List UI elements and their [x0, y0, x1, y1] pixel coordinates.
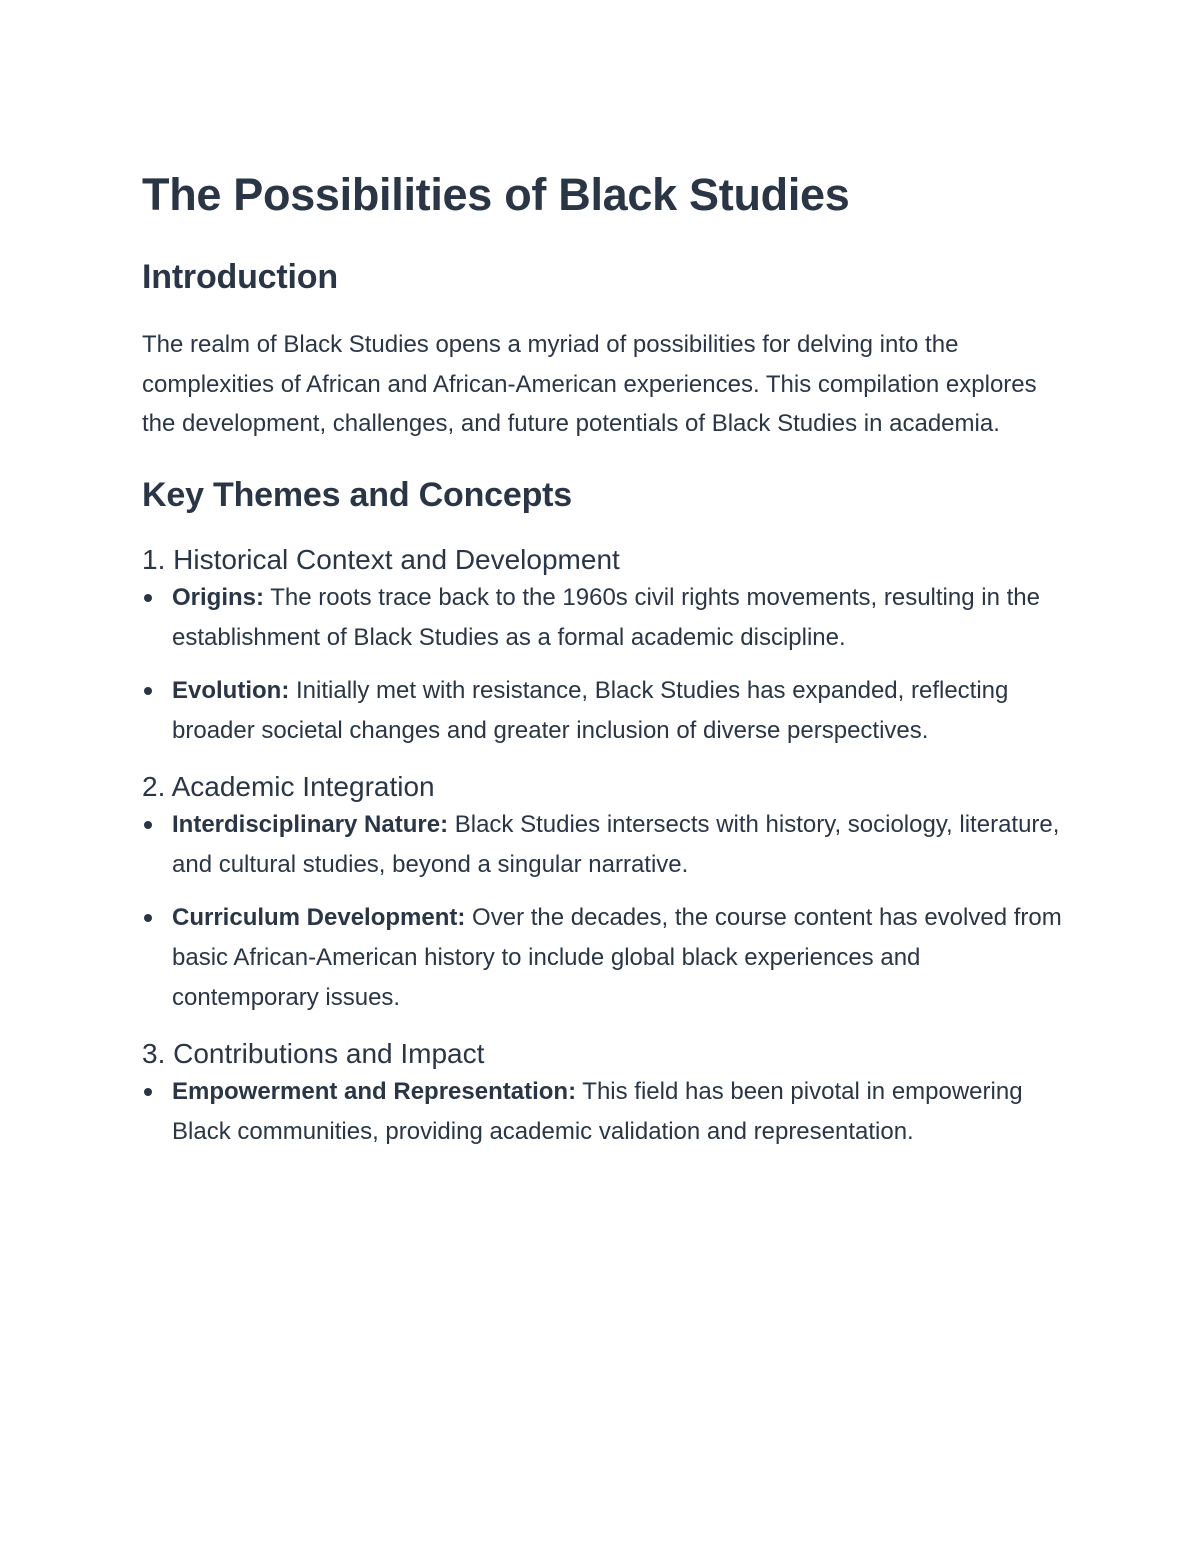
- list-item: [142, 898, 1062, 1018]
- item-text: The roots trace back to the 1960s civil rights movements, resulting in the establishment of Black Studies as a formal academic discipline.: [172, 583, 1040, 651]
- list-item: [142, 578, 1062, 658]
- section-heading-contributions-impact: 3. Contributions and Impact: [142, 1037, 485, 1069]
- key-themes-heading: Key Themes and Concepts: [142, 475, 572, 514]
- list-item: [142, 671, 1062, 751]
- item-label: Origins:: [172, 583, 265, 611]
- item-label: Empowerment and Representation:: [172, 1077, 577, 1105]
- bullet-icon: [144, 687, 152, 695]
- bullet-icon: [144, 821, 152, 829]
- list-item: [142, 805, 1062, 885]
- section-heading-academic-integration: 2. Academic Integration: [142, 770, 435, 802]
- contributions-impact-list: [142, 1072, 1062, 1152]
- historical-context-list: [142, 578, 1062, 751]
- item-label: Curriculum Development:: [172, 903, 466, 931]
- item-label: Evolution:: [172, 676, 290, 704]
- bullet-icon: [144, 594, 152, 602]
- item-text: Initially met with resistance, Black Studies has expanded, reflecting broader societal changes and greater inclusion of diverse perspectives.: [172, 676, 1009, 744]
- academic-integration-list: [142, 805, 1062, 1018]
- item-text: Black Studies intersects with history, sociology, literature, and cultural studies, beyond a singular narrative.: [172, 810, 1060, 878]
- introduction-heading: Introduction: [142, 258, 338, 296]
- introduction-paragraph: The realm of Black Studies opens a myriad of possibilities for delving into the complexities of African and African-American experiences. This compilation explores the development, challenges, and future potentials of Black Studies in academia.: [142, 331, 1037, 437]
- item-label: Interdisciplinary Nature:: [172, 810, 449, 838]
- document-page: [142, 168, 1062, 1152]
- list-item: [142, 1072, 1062, 1152]
- section-heading-historical-context: 1. Historical Context and Development: [142, 543, 620, 575]
- bullet-icon: [144, 914, 152, 922]
- item-text: Over the decades, the course content has evolved from basic African-American history to include global black experiences and contemporary issues.: [172, 903, 1062, 1011]
- page-title: The Possibilities of Black Studies: [142, 169, 850, 220]
- bullet-icon: [144, 1088, 152, 1096]
- item-text: This field has been pivotal in empowering Black communities, providing academic validation and representation.: [172, 1077, 1023, 1145]
